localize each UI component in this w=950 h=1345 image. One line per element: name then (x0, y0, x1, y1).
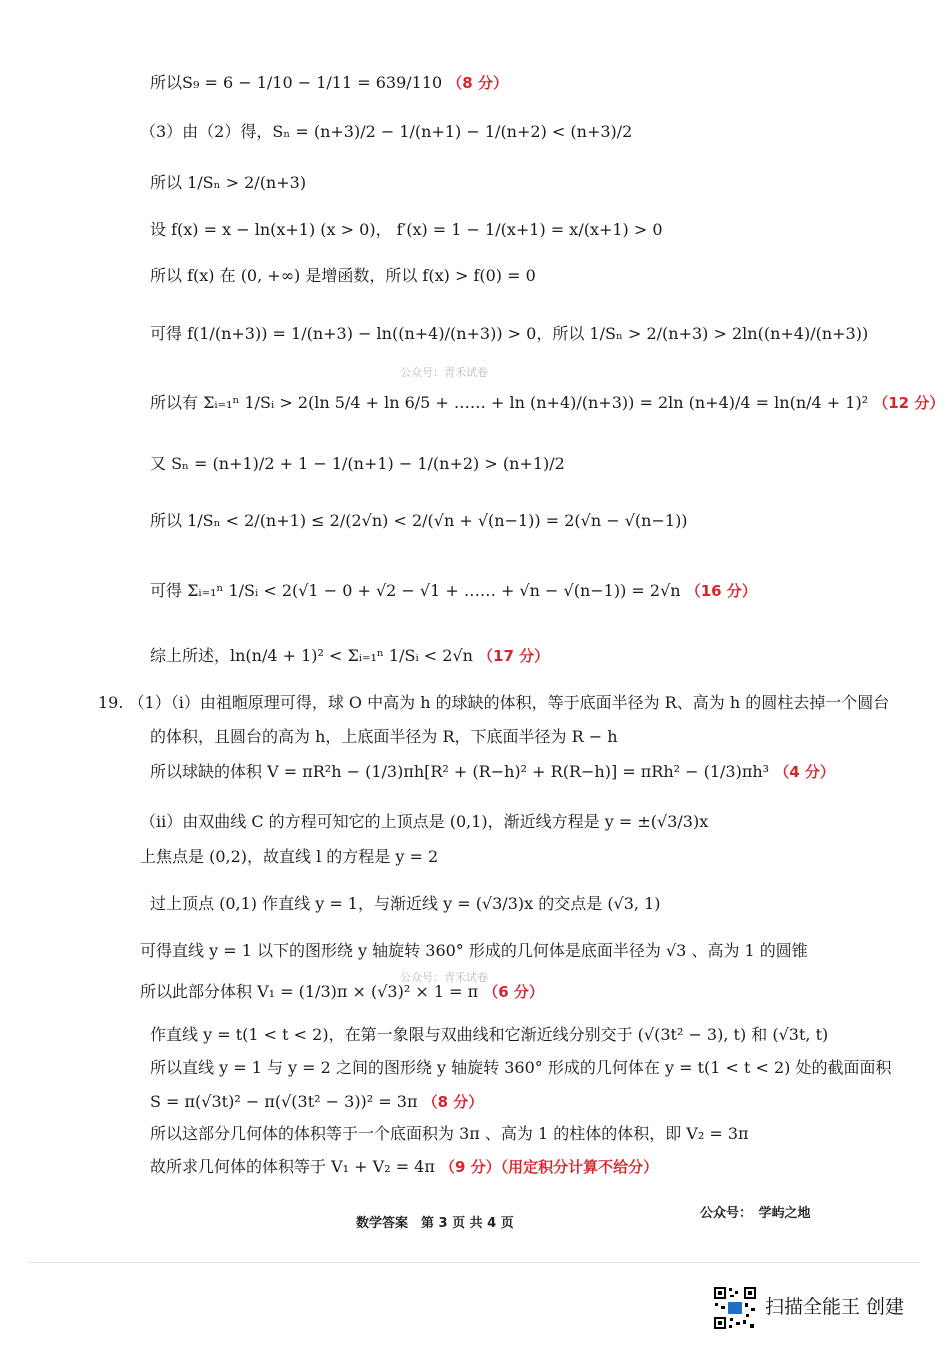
math-text: 可得直线 y = 1 以下的图形绕 y 轴旋转 360° 形成的几何体是底面半径为 √3 、高为 1 的圆锥 (140, 941, 808, 960)
score-label: （4 分） (774, 763, 835, 781)
line-v2 (150, 1123, 749, 1145)
line-f-increasing (150, 265, 536, 287)
line-cone (140, 940, 808, 962)
line-focus (140, 846, 438, 868)
line-part3 (140, 121, 632, 143)
math-text: 综上所述，ln(n/4 + 1)² < Σᵢ₌₁ⁿ 1/Sᵢ < 2√n (150, 646, 473, 665)
score-label: （6 分） (483, 983, 544, 1001)
math-text: 所以有 Σᵢ₌₁ⁿ 1/Sᵢ > 2(ln 5/4 + ln 6/5 + …… + ln (n+4)/(n+3)) = 2ln (n+4)/4 = ln(n/4 + 1)² (150, 393, 869, 412)
account-label: 公众号： 学屿之地 (700, 1206, 811, 1221)
line-inverse-upper (150, 510, 688, 532)
math-text: 故所求几何体的体积等于 V₁ + V₂ = 4π (150, 1157, 435, 1176)
score-label: （9 分）（用定积分计算不给分） (439, 1158, 659, 1176)
line-sum-lower (150, 392, 944, 414)
line-inverse-sn (150, 172, 306, 194)
math-text: 19. （1）（i）由祖暅原理可得，球 O 中高为 h 的球缺的体积，等于底面半径为 R、高为 h 的圆柱去掉一个圆台 (98, 693, 890, 712)
line-section (150, 1057, 892, 1079)
line-q19-intro (98, 692, 889, 714)
line-define-f (150, 219, 663, 241)
math-text: 所以直线 y = 1 与 y = 2 之间的图形绕 y 轴旋转 360° 形成的几何体在 y = t(1 < t < 2) 处的截面面积 (150, 1058, 892, 1077)
line-sum-upper (150, 580, 757, 602)
line-conclusion (150, 645, 549, 667)
line-area (150, 1091, 483, 1113)
score-label: （12 分） (873, 394, 945, 412)
score-label: （8 分） (447, 74, 508, 92)
math-text: 所以球缺的体积 V = πR²h − (1/3)πh[R² + (R−h)² + R(R−h)] = πRh² − (1/3)πh³ (150, 762, 770, 781)
math-text: 又 Sₙ = (n+1)/2 + 1 − 1/(n+1) − 1/(n+2) > (n+1)/2 (150, 454, 565, 473)
math-text: 过上顶点 (0,1) 作直线 y = 1，与渐近线 y = (√3/3)x 的交点是 (√3, 1) (150, 894, 661, 913)
math-text: 上焦点是 (0,2)，故直线 l 的方程是 y = 2 (140, 847, 439, 866)
math-text: 所以 1/Sₙ > 2/(n+3) (150, 173, 307, 192)
camscanner-label: 扫描全能王 创建 (765, 1296, 905, 1318)
math-text: 所以 1/Sₙ < 2/(n+1) ≤ 2/(2√n) < 2/(√n + √(n−1)) = 2(√n − √(n−1)) (150, 511, 688, 530)
score-label: （17 分） (478, 647, 550, 665)
line-vertex-line (150, 893, 661, 915)
line-v1 (140, 981, 544, 1003)
score-label: （8 分） (422, 1093, 484, 1111)
line-q19-frustum (150, 726, 618, 748)
math-text: 所以此部分体积 V₁ = (1/3)π × (√3)² × 1 = π (140, 982, 479, 1001)
line-f-value (150, 323, 868, 345)
divider (28, 1262, 920, 1263)
math-text: （ii）由双曲线 C 的方程可知它的上顶点是 (0,1)，渐近线方程是 y = ±(√3/3)x (140, 812, 709, 831)
math-text: 所以 f(x) 在 (0, +∞) 是增函数，所以 f(x) > f(0) = 0 (150, 266, 536, 285)
line-hyperbola (140, 811, 708, 833)
math-text: 作直线 y = t(1 < t < 2)，在第一象限与双曲线和它渐近线分别交于 (√(3t² − 3), t) 和 (√3t, t) (150, 1025, 829, 1044)
qr-code-icon (713, 1286, 757, 1330)
watermark: 公众号：青禾试卷 (400, 366, 488, 379)
line-s9 (150, 72, 508, 94)
line-total (150, 1156, 658, 1178)
line-line-t (150, 1024, 828, 1046)
math-text: （3）由（2）得，Sₙ = (n+3)/2 − 1/(n+1) − 1/(n+2) < (n+3)/2 (140, 122, 633, 141)
math-text: 可得 Σᵢ₌₁ⁿ 1/Sᵢ < 2(√1 − 0 + √2 − √1 + …… + √n − √(n−1)) = 2√n (150, 581, 681, 600)
math-text: 所以S₉ = 6 − 1/10 − 1/11 = 639/110 (150, 73, 443, 92)
page-number: 数学答案 第 3 页 共 4 页 (356, 1216, 514, 1231)
math-text: 可得 f(1/(n+3)) = 1/(n+3) − ln((n+4)/(n+3)) > 0，所以 1/Sₙ > 2/(n+3) > 2ln((n+4)/(n+3)) (150, 324, 869, 343)
math-text: 设 f(x) = x − ln(x+1) (x > 0)， f′(x) = 1 − 1/(x+1) = x/(x+1) > 0 (150, 220, 663, 239)
math-text: 所以这部分几何体的体积等于一个底面积为 3π 、高为 1 的柱体的体积，即 V₂ = 3π (150, 1124, 749, 1143)
math-text: S = π(√3t)² − π(√(3t² − 3))² = 3π (150, 1092, 418, 1111)
score-label: （16 分） (685, 582, 757, 600)
line-cap-volume (150, 761, 835, 783)
line-sn-bound (150, 453, 565, 475)
math-text: 的体积，且圆台的高为 h，上底面半径为 R，下底面半径为 R − h (150, 727, 618, 746)
watermark: 公众号：青禾试卷 (400, 971, 488, 984)
